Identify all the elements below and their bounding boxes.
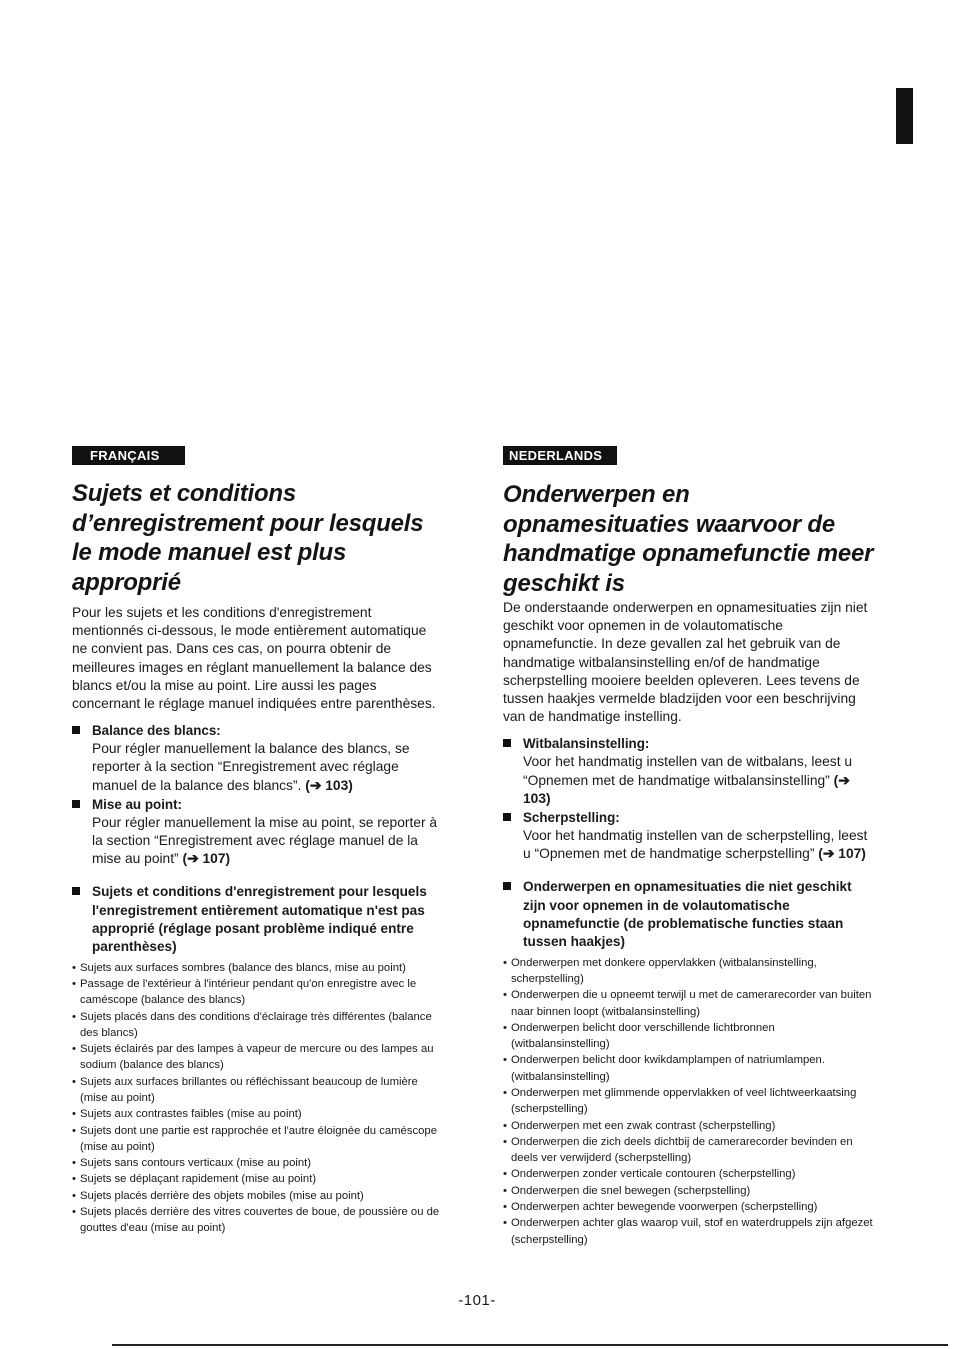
page-reference: (➔ 103) [523, 772, 850, 806]
section-text: Voor het handmatig instellen van de witbalans, leest u “Opnemen met de handmatige witbalansinstelling” [523, 754, 853, 788]
square-bullet-icon [72, 726, 80, 734]
list-heading: Onderwerpen en opnamesituaties die niet geschikt zijn voor opnemen in de volautomatische opnamefunctie (de problematische functies staan tussen haakjes) [523, 879, 852, 950]
list-item: • Onderwerpen zonder verticale contouren (scherpstelling) [503, 1166, 875, 1182]
language-badge-dutch: NEDERLANDS [503, 446, 617, 465]
list-item: • Onderwerpen met glimmende oppervlakken of veel lichtweerkaatsing (scherpstelling) [503, 1085, 875, 1118]
dutch-list-section [503, 878, 875, 951]
square-bullet-icon [72, 887, 80, 895]
square-bullet-icon [503, 739, 511, 747]
list-item: • Sujets aux contrastes faibles (mise au point) [72, 1106, 442, 1122]
french-column [72, 446, 442, 1237]
dutch-column [503, 446, 875, 1248]
list-item: • Sujets placés dans des conditions d'éclairage très différentes (balance des blancs) [72, 1009, 442, 1042]
dutch-title: Onderwerpen en opnamesituaties waarvoor de handmatige opnamefunctie meer geschikt is [503, 481, 874, 597]
list-item: • Onderwerpen met een zwak contrast (scherpstelling) [503, 1118, 875, 1134]
section-body [523, 827, 875, 863]
page-reference: (➔ 107) [182, 851, 231, 867]
section-heading: Scherpstelling: [523, 810, 620, 826]
list-item: • Onderwerpen die u opneemt terwijl u met de camerarecorder van buiten naar binnen loopt (witbalansinstelling) [503, 987, 875, 1020]
bottom-rule [112, 1344, 948, 1346]
list-item: • Passage de l'extérieur à l'intérieur pendant qu'on enregistre avec le caméscope (balance des blancs) [72, 976, 442, 1009]
section-text: Pour régler manuellement la balance des blancs, se reporter à la section “Enregistrement avec réglage manuel de la balance des blancs”. [92, 741, 410, 793]
french-title: Sujets et conditions d’enregistrement pour lesquels le mode manuel est plus approprié [72, 480, 424, 596]
section-body [92, 740, 442, 795]
french-intro: Pour les sujets et les conditions d'enregistrement mentionnés ci-dessous, le mode entièrement automatique ne convient pas. Dans ces cas, on pourra obtenir de meilleures images en réglant manuellement la balance des blancs et/ou la mise au point. Lire aussi les pages concernant le réglage manuel indiquées entre parenthèses. [72, 605, 436, 712]
list-item: • Sujets placés derrière des vitres couvertes de boue, de poussière ou de gouttes d'eau (mise au point) [72, 1204, 442, 1237]
list-item: • Onderwerpen die zich deels dichtbij de camerarecorder bevinden en deels ver verwijderd (scherpstelling) [503, 1134, 875, 1167]
section-heading: Witbalansinstelling: [523, 736, 650, 752]
square-bullet-icon [503, 813, 511, 821]
list-item: • Sujets se déplaçant rapidement (mise au point) [72, 1171, 442, 1187]
list-item: • Onderwerpen belicht door verschillende lichtbronnen (witbalansinstelling) [503, 1020, 875, 1053]
list-item: • Sujets placés derrière des objets mobiles (mise au point) [72, 1188, 442, 1204]
section-heading: Balance des blancs: [92, 723, 221, 739]
list-item: • Onderwerpen die snel bewegen (scherpstelling) [503, 1183, 875, 1199]
list-item: • Sujets aux surfaces brillantes ou réfléchissant beaucoup de lumière (mise au point) [72, 1074, 442, 1107]
section-heading: Mise au point: [92, 796, 183, 812]
dutch-subject-list [503, 955, 875, 1248]
dutch-section-white-balance [503, 735, 875, 808]
list-item: • Sujets éclairés par des lampes à vapeur de mercure ou des lampes au sodium (balance des blancs) [72, 1041, 442, 1074]
list-heading: Sujets et conditions d'enregistrement pour lesquels l'enregistrement entièrement automatique n'est pas approprié (réglage posant problème indiqué entre parenthèses) [92, 884, 427, 955]
list-item: • Onderwerpen achter bewegende voorwerpen (scherpstelling) [503, 1199, 875, 1215]
page-reference: (➔ 107) [818, 846, 866, 862]
list-item: • Onderwerpen met donkere oppervlakken (witbalansinstelling, scherpstelling) [503, 955, 875, 988]
list-item: • Sujets aux surfaces sombres (balance des blancs, mise au point) [72, 960, 442, 976]
square-bullet-icon [503, 882, 511, 890]
page-reference: (➔ 103) [305, 777, 353, 793]
dutch-section-focus [503, 809, 875, 863]
language-badge-french: FRANÇAIS [72, 446, 185, 465]
section-body [92, 814, 442, 869]
section-text: Pour régler manuellement la mise au point, se reporter à la section “Enregistrement avec réglage manuel de la mise au point” [92, 814, 438, 867]
section-body [523, 753, 875, 808]
page-number: -101- [458, 1292, 496, 1309]
french-subject-list [72, 960, 442, 1237]
dutch-intro: De onderstaande onderwerpen en opnamesituaties zijn niet geschikt voor opnemen in de volautomatische opnamefunctie. In deze gevallen zal het gebruik van de handmatige witbalansinstelling en/of de handmatige scherpstelling mooiere beelden opleveren. Lees tevens de tussen haakjes vermelde bladzijden voor een beschrijving van de handmatige instelling. [503, 600, 868, 725]
section-text: Voor het handmatig instellen van de scherpstelling, leest u “Opnemen met de handmatige scherpstelling” [523, 828, 868, 862]
french-section-white-balance [72, 722, 442, 795]
list-item: • Sujets dont une partie est rapprochée et l'autre éloignée du caméscope (mise au point) [72, 1123, 442, 1156]
french-section-focus [72, 796, 442, 869]
page-edge-marker [896, 88, 913, 144]
square-bullet-icon [72, 800, 80, 808]
list-item: • Onderwerpen achter glas waarop vuil, stof en waterdruppels zijn afgezet (scherpstelling) [503, 1215, 875, 1248]
list-item: • Sujets sans contours verticaux (mise au point) [72, 1155, 442, 1171]
french-list-section [72, 883, 442, 956]
list-item: • Onderwerpen belicht door kwikdamplampen of natriumlampen. (witbalansinstelling) [503, 1052, 875, 1085]
